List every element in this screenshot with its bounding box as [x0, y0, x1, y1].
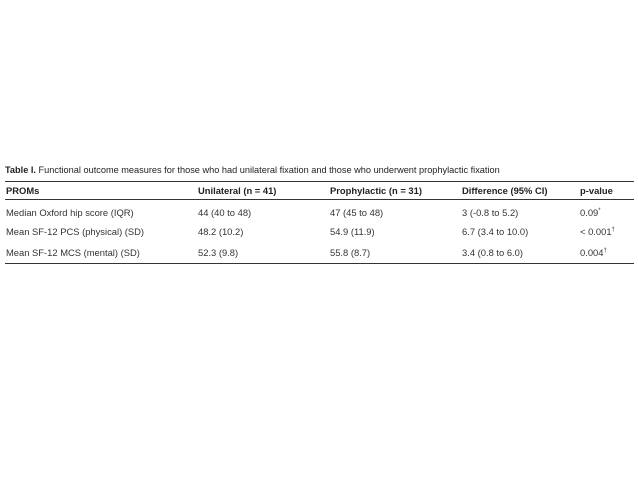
- cell-unilateral: 52.3 (9.8): [198, 247, 239, 258]
- p-value-footnote-mark: †: [603, 248, 607, 254]
- table-caption-text: Functional outcome measures for those who had unilateral fixation and those who underwent prophylactic fixation: [35, 165, 500, 175]
- p-value-footnote-mark: *: [598, 208, 601, 214]
- cell-p-value: [580, 221, 634, 242]
- cell-prophylactic: 47 (45 to 48): [330, 207, 384, 218]
- cell-prophylactic: 55.8 (8.7): [330, 247, 371, 258]
- header-prophylactic: Prophylactic (n = 31): [330, 185, 422, 196]
- table-caption-label: Table I.: [5, 165, 36, 175]
- header-p-value: p-value: [580, 185, 613, 196]
- cell-prophylactic: 54.9 (11.9): [330, 226, 375, 237]
- cell-unilateral: 48.2 (10.2): [198, 226, 244, 237]
- cell-difference: 6.7 (3.4 to 10.0): [462, 226, 529, 237]
- cell-measure: Median Oxford hip score (IQR): [6, 207, 134, 218]
- cell-p-value: [580, 242, 634, 264]
- table-row: [5, 200, 634, 222]
- p-value-text: < 0.001: [580, 226, 612, 237]
- p-value-text: 0.09: [580, 207, 599, 218]
- outcome-table: [5, 181, 634, 264]
- table-header-row: [5, 182, 634, 200]
- cell-measure: Mean SF-12 PCS (physical) (SD): [6, 226, 145, 237]
- table-caption: [5, 164, 633, 176]
- cell-unilateral: 44 (40 to 48): [198, 207, 252, 218]
- cell-measure: Mean SF-12 MCS (mental) (SD): [6, 247, 140, 258]
- p-value-text: 0.004: [580, 247, 604, 258]
- p-value-footnote-mark: †: [611, 227, 615, 233]
- cell-difference: 3.4 (0.8 to 6.0): [462, 247, 523, 258]
- header-difference: Difference (95% CI): [462, 185, 548, 196]
- table-container: [5, 164, 633, 264]
- cell-p-value: [580, 200, 634, 222]
- table-row: [5, 242, 634, 264]
- header-proms: PROMs: [6, 185, 40, 196]
- header-unilateral: Unilateral (n = 41): [198, 185, 277, 196]
- table-row: [5, 221, 634, 242]
- cell-difference: 3 (-0.8 to 5.2): [462, 207, 519, 218]
